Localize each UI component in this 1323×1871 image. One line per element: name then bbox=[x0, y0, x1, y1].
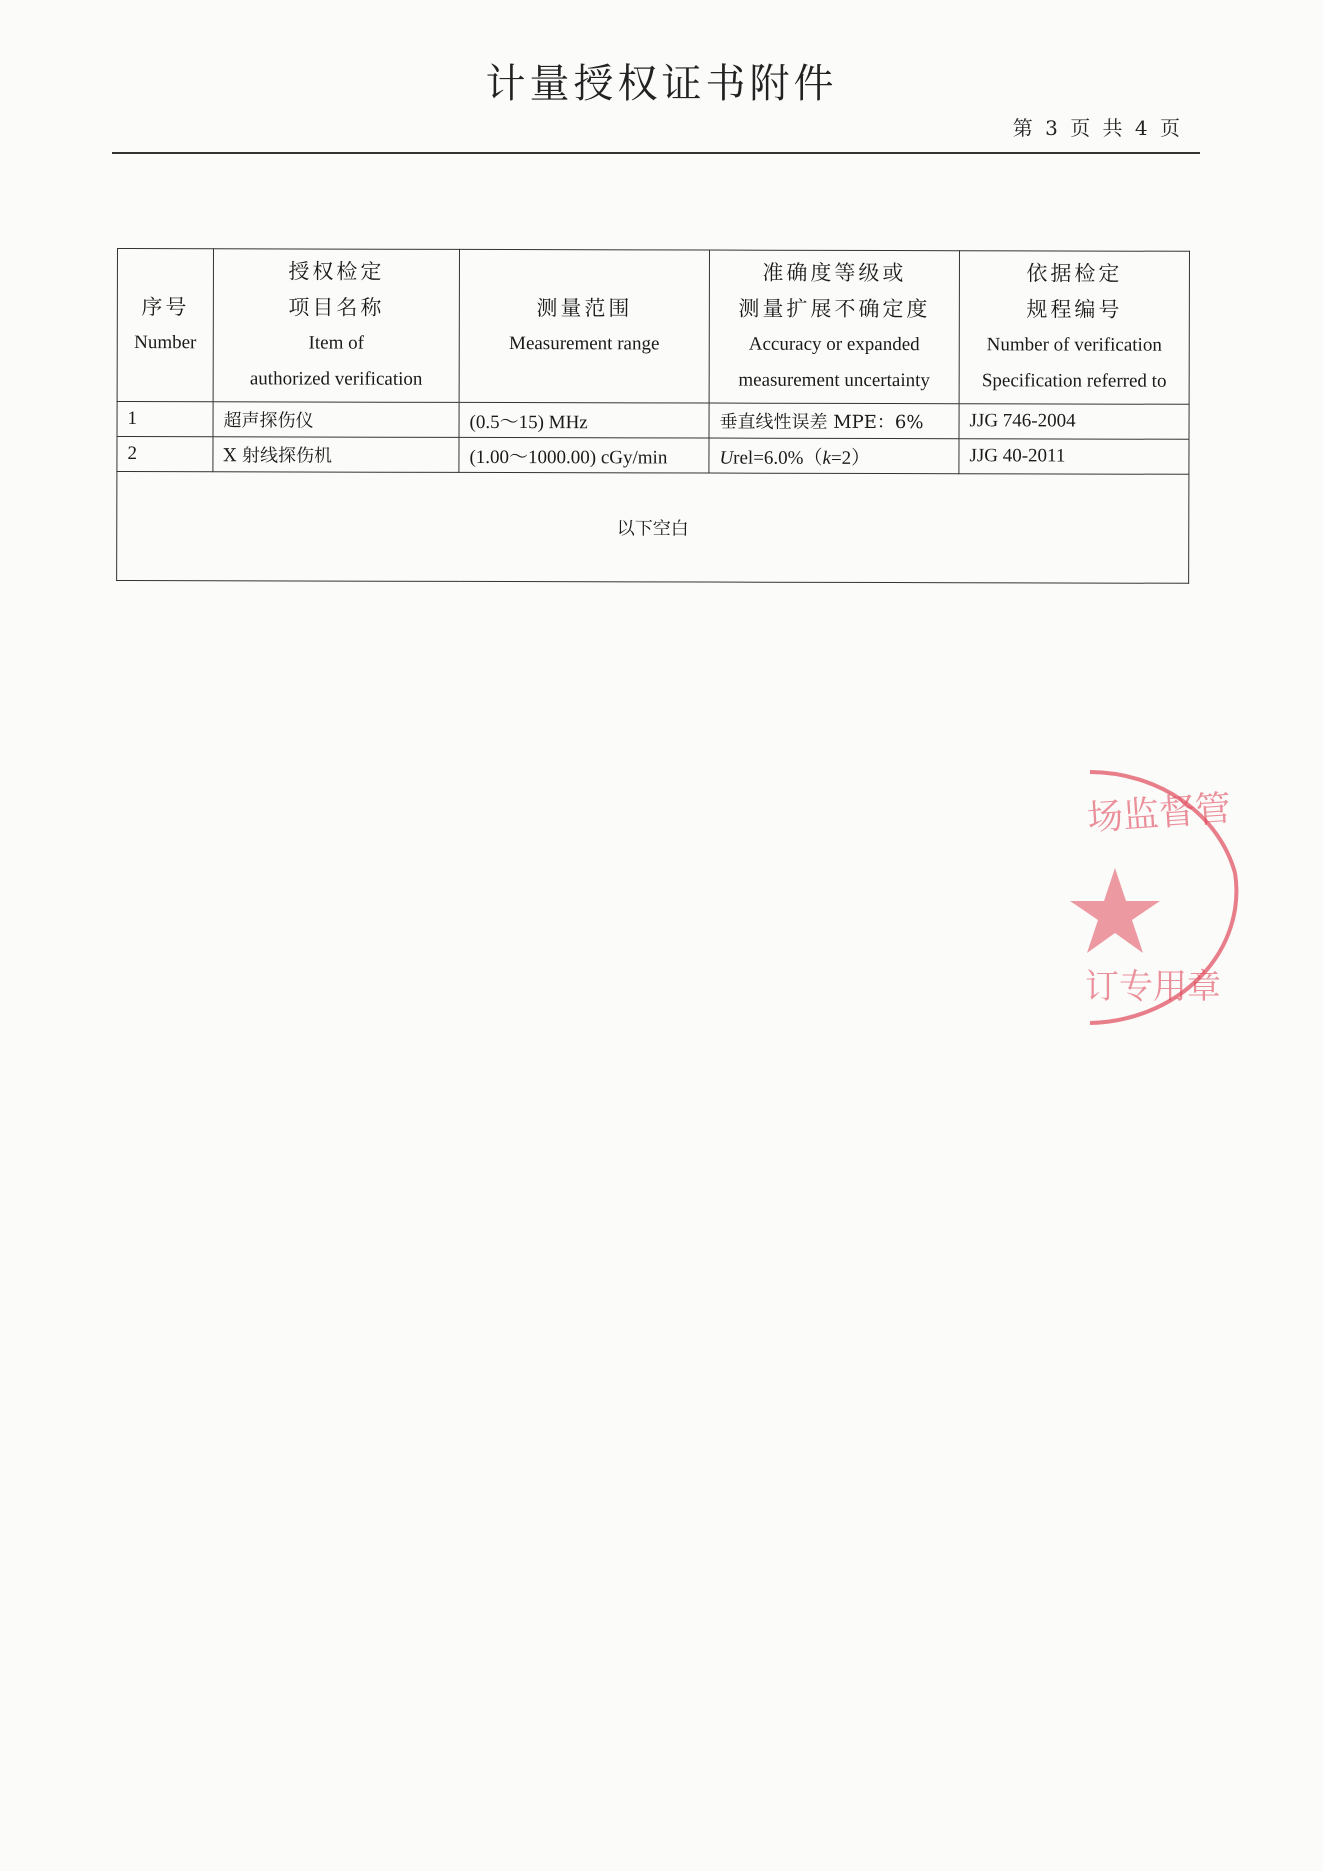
cell-number: 1 bbox=[117, 402, 213, 437]
cell-range: (0.5～15) MHz bbox=[459, 402, 709, 438]
svg-text:订专用章: 订专用章 bbox=[1085, 967, 1221, 1007]
cell-range: (1.00～1000.00) cGy/min bbox=[459, 437, 709, 473]
cell-accuracy: 垂直线性误差 MPE：6% bbox=[709, 403, 959, 439]
header-spec: 依据检定 规程编号 Number of verification Specification referred to bbox=[959, 251, 1189, 405]
header-item: 授权检定 项目名称 Item of authorized verification bbox=[213, 249, 459, 403]
cell-accuracy: Urel=6.0%（k=2） bbox=[709, 438, 959, 474]
authorization-table bbox=[116, 248, 1190, 584]
cell-spec: JJG 746-2004 bbox=[959, 404, 1189, 440]
page-number: 第 3 页 共 4 页 bbox=[1012, 116, 1183, 140]
cell-item: 超声探伤仪 bbox=[213, 402, 459, 438]
svg-text:场监督管: 场监督管 bbox=[1085, 788, 1233, 840]
header-accuracy: 准确度等级或 测量扩展不确定度 Accuracy or expanded measurement uncertainty bbox=[709, 250, 959, 404]
table-row bbox=[117, 402, 1189, 440]
seal-star-icon bbox=[1070, 868, 1160, 953]
page-title: 计量授权证书附件 bbox=[485, 61, 838, 107]
cell-number: 2 bbox=[117, 437, 213, 472]
seal-ring bbox=[1090, 772, 1236, 1023]
cell-spec: JJG 40-2011 bbox=[959, 439, 1189, 475]
blank-row bbox=[117, 472, 1189, 584]
header-number: 序号 Number bbox=[117, 249, 213, 402]
authorization-table-container bbox=[116, 248, 1189, 584]
table-row bbox=[117, 437, 1189, 475]
blank-note: 以下空白 bbox=[117, 472, 1189, 584]
header-range: 测量范围 Measurement range bbox=[459, 249, 709, 403]
official-seal bbox=[1040, 758, 1250, 1038]
table-header-row bbox=[117, 249, 1189, 405]
header-divider bbox=[112, 152, 1200, 154]
cell-item: X 射线探伤机 bbox=[213, 437, 459, 473]
